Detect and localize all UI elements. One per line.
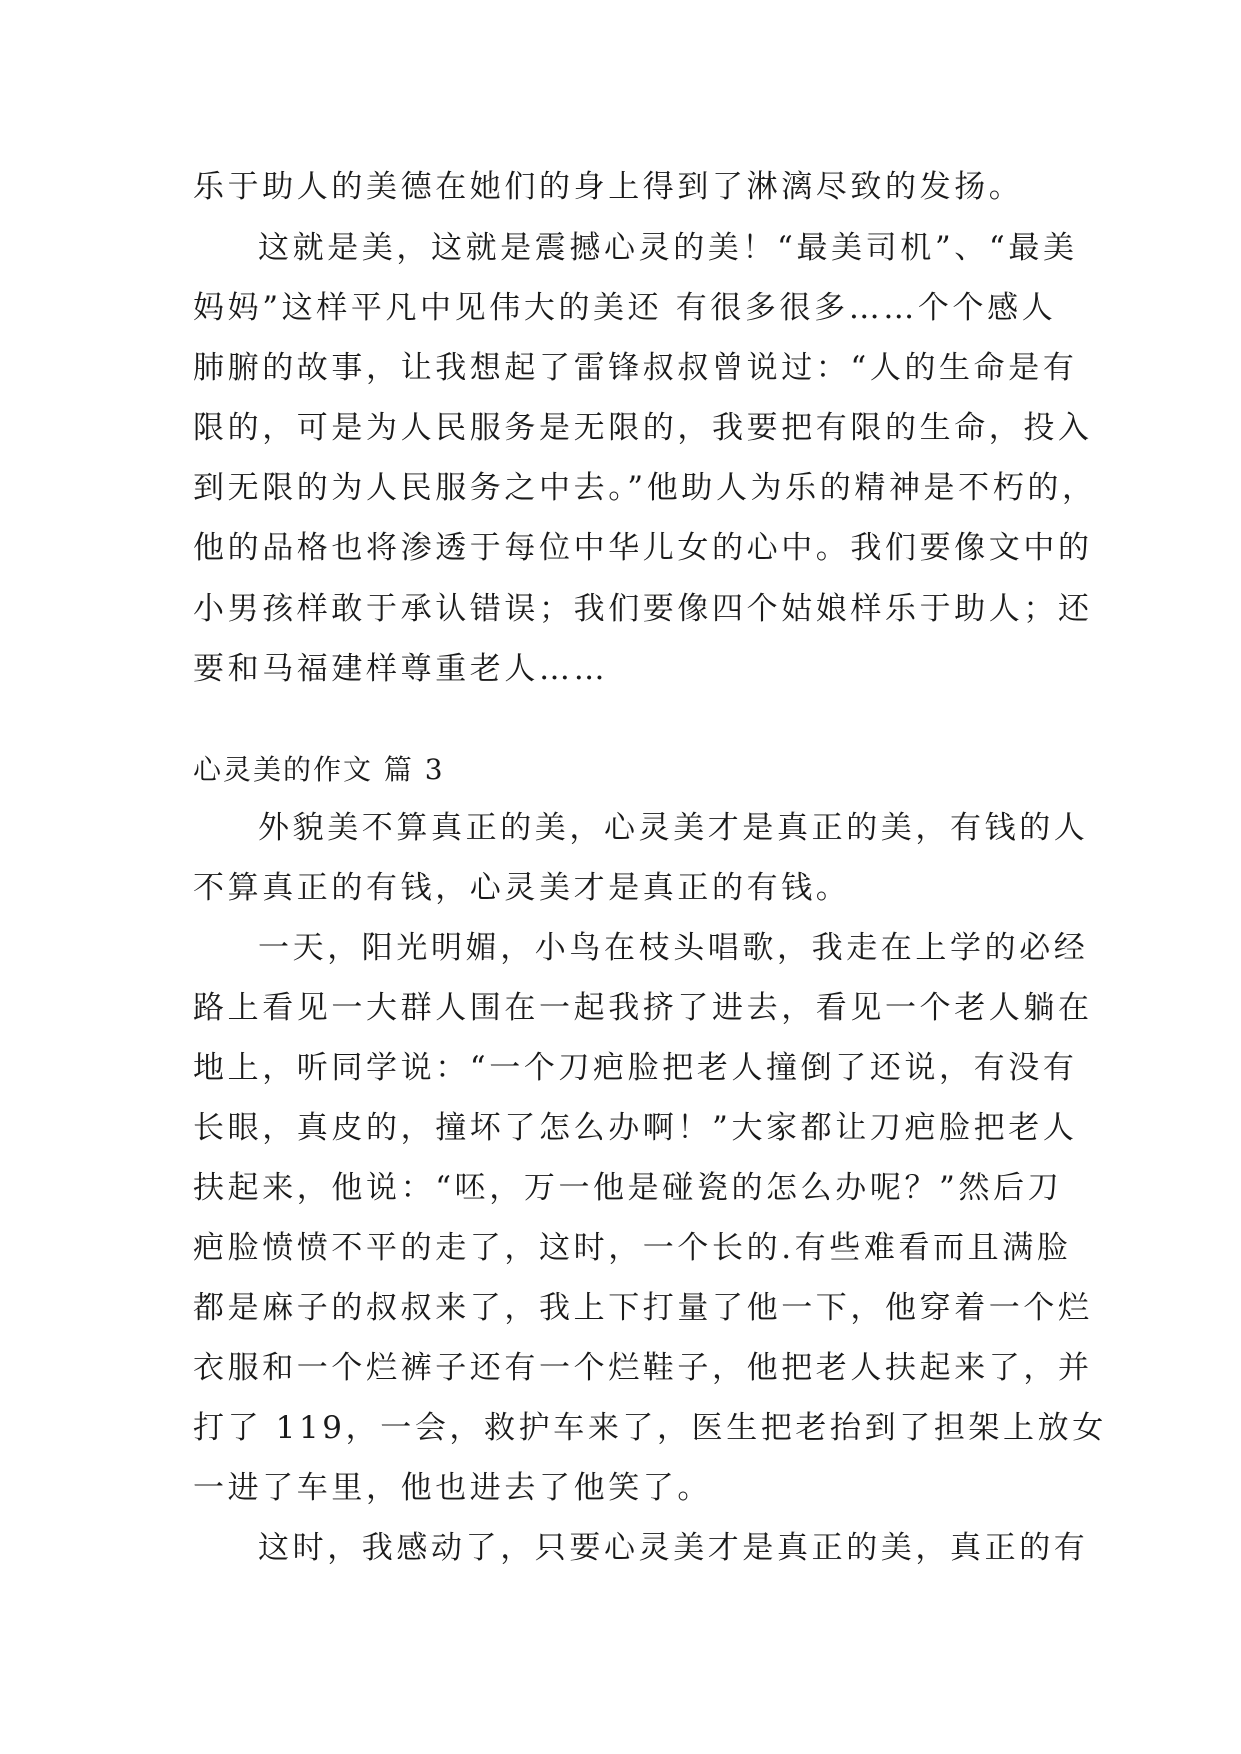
paragraph-line: 要和马福建样尊重老人…… xyxy=(193,651,609,687)
paragraph-line: 长眼，真皮的，撞坏了怎么办啊！”大家都让刀疤脸把老人 xyxy=(193,1110,1078,1146)
paragraph-line: 这时，我感动了，只要心灵美才是真正的美，真正的有 xyxy=(258,1530,1089,1566)
paragraph-line: 限的，可是为人民服务是无限的，我要把有限的生命，投入 xyxy=(193,410,1093,446)
paragraph-line: 肺腑的故事，让我想起了雷锋叔叔曾说过：“人的生命是有 xyxy=(193,350,1078,386)
paragraph-line: 妈妈”这样平凡中见伟大的美还 有很多很多……个个感人 xyxy=(193,290,1057,326)
paragraph-line: 他的品格也将渗透于每位中华儿女的心中。我们要像文中的 xyxy=(193,530,1093,566)
section-heading: 心灵美的作文 篇 3 xyxy=(193,753,445,786)
paragraph-line: 地上，听同学说：“一个刀疤脸把老人撞倒了还说，有没有 xyxy=(193,1050,1078,1086)
paragraph-line: 一进了车里，他也进去了他笑了。 xyxy=(193,1470,712,1506)
paragraph-line: 打了 119，一会，救护车来了，医生把老抬到了担架上放女 xyxy=(193,1410,1107,1446)
paragraph-line: 不算真正的有钱，心灵美才是真正的有钱。 xyxy=(193,870,851,906)
paragraph-line: 路上看见一大群人围在一起我挤了进去，看见一个老人躺在 xyxy=(193,990,1093,1026)
paragraph-line: 扶起来，他说：“呸，万一他是碰瓷的怎么办呢？”然后刀 xyxy=(193,1170,1063,1206)
paragraph-line: 一天，阳光明媚，小鸟在枝头唱歌，我走在上学的必经 xyxy=(258,930,1089,966)
paragraph-line: 都是麻子的叔叔来了，我上下打量了他一下，他穿着一个烂 xyxy=(193,1290,1093,1326)
paragraph-line: 乐于助人的美德在她们的身上得到了淋漓尽致的发扬。 xyxy=(193,169,1024,205)
paragraph-line: 衣服和一个烂裤子还有一个烂鞋子，他把老人扶起来了，并 xyxy=(193,1350,1093,1386)
paragraph-line: 到无限的为人民服务之中去。”他助人为乐的精神是不朽的， xyxy=(193,470,1097,506)
paragraph-line: 这就是美，这就是震撼心灵的美！“最美司机”、“最美 xyxy=(258,230,1078,266)
paragraph-line: 外貌美不算真正的美，心灵美才是真正的美，有钱的人 xyxy=(258,810,1089,846)
paragraph-line: 疤脸愤愤不平的走了，这时，一个长的.有些难看而且满脸 xyxy=(193,1230,1072,1266)
paragraph-line: 小男孩样敢于承认错误；我们要像四个姑娘样乐于助人；还 xyxy=(193,591,1093,627)
